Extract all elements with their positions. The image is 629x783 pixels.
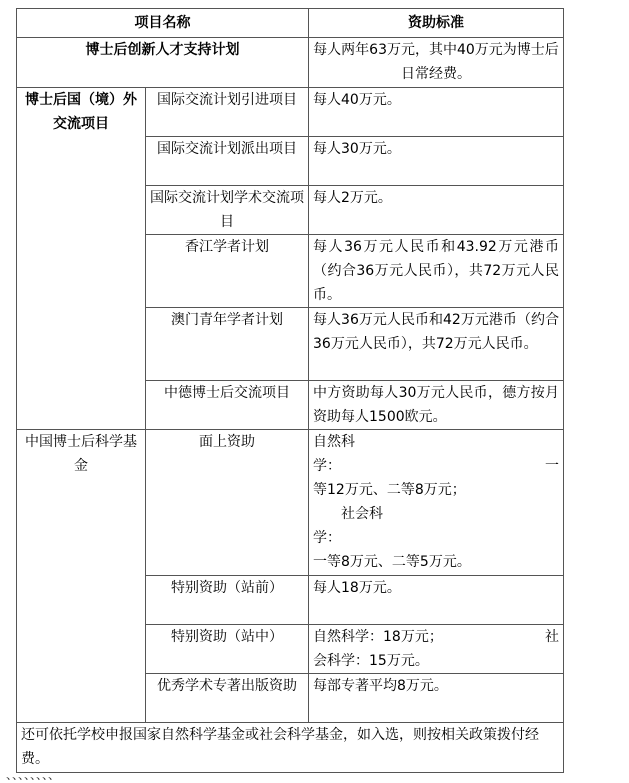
- row-standard: 中方资助每人30万元人民币，德方按月资助每人1500欧元。: [309, 381, 564, 430]
- row-name: 特别资助（站中）: [146, 625, 309, 674]
- standard-line: 学：: [313, 530, 341, 546]
- row-standard: 每人30万元。: [309, 137, 564, 186]
- funding-table: [16, 8, 564, 773]
- row-name: 博士后创新人才支持计划: [17, 38, 309, 88]
- group-name: 中国博士后科学基金: [17, 430, 146, 723]
- row-standard: 每人36万元人民币和43.92万元港币（约合36万元人民币），共72万元人民币。: [309, 235, 564, 308]
- standard-line: [313, 625, 559, 649]
- table-row: [17, 38, 564, 88]
- table-footer-row: [17, 723, 564, 773]
- row-name: 面上资助: [146, 430, 309, 576]
- header-standard: 资助标准: [309, 9, 564, 38]
- row-name: 澳门青年学者计划: [146, 308, 309, 381]
- standard-line: [313, 454, 559, 478]
- standard-text: 一: [545, 458, 559, 474]
- standard-text: 社: [545, 629, 559, 645]
- cut-off-text: 、、、、、、、、: [6, 768, 61, 782]
- row-name: 中德博士后交流项目: [146, 381, 309, 430]
- standard-line: 一等8万元、二等5万元。: [313, 554, 471, 570]
- standard-text: 自然科学：18万元；: [313, 629, 443, 645]
- group-name: 博士后国（境）外 交流项目: [17, 88, 146, 430]
- header-item-name: 项目名称: [17, 9, 309, 38]
- row-standard: [309, 625, 564, 674]
- standard-line: 社会科: [341, 506, 383, 522]
- row-name: 国际交流计划学术交流项目: [146, 186, 309, 235]
- standard-line: 自然科: [313, 434, 355, 450]
- row-name: 国际交流计划派出项目: [146, 137, 309, 186]
- row-name: 特别资助（站前）: [146, 576, 309, 625]
- standard-line: 等12万元、二等8万元；: [313, 482, 466, 498]
- row-name: 国际交流计划引进项目: [146, 88, 309, 137]
- row-name: 优秀学术专著出版资助: [146, 674, 309, 723]
- row-standard: 每人2万元。: [309, 186, 564, 235]
- row-name: 香江学者计划: [146, 235, 309, 308]
- table-header-row: [17, 9, 564, 38]
- table-row: [17, 88, 564, 137]
- standard-text: 学：: [313, 458, 341, 474]
- row-standard: 每人40万元。: [309, 88, 564, 137]
- row-standard: [309, 430, 564, 576]
- standard-line: 会科学：15万元。: [313, 653, 429, 669]
- table-row: [17, 430, 564, 576]
- row-standard: 每人18万元。: [309, 576, 564, 625]
- footer-note: 还可依托学校申报国家自然科学基金或社会科学基金，如入选，则按相关政策拨付经费。: [17, 723, 564, 773]
- row-standard: 每人36万元人民币和42万元港币（约合36万元人民币），共72万元人民币。: [309, 308, 564, 381]
- row-standard: 每部专著平均8万元。: [309, 674, 564, 723]
- row-standard: 每人两年63万元，其中40万元为博士后日常经费。: [309, 38, 564, 88]
